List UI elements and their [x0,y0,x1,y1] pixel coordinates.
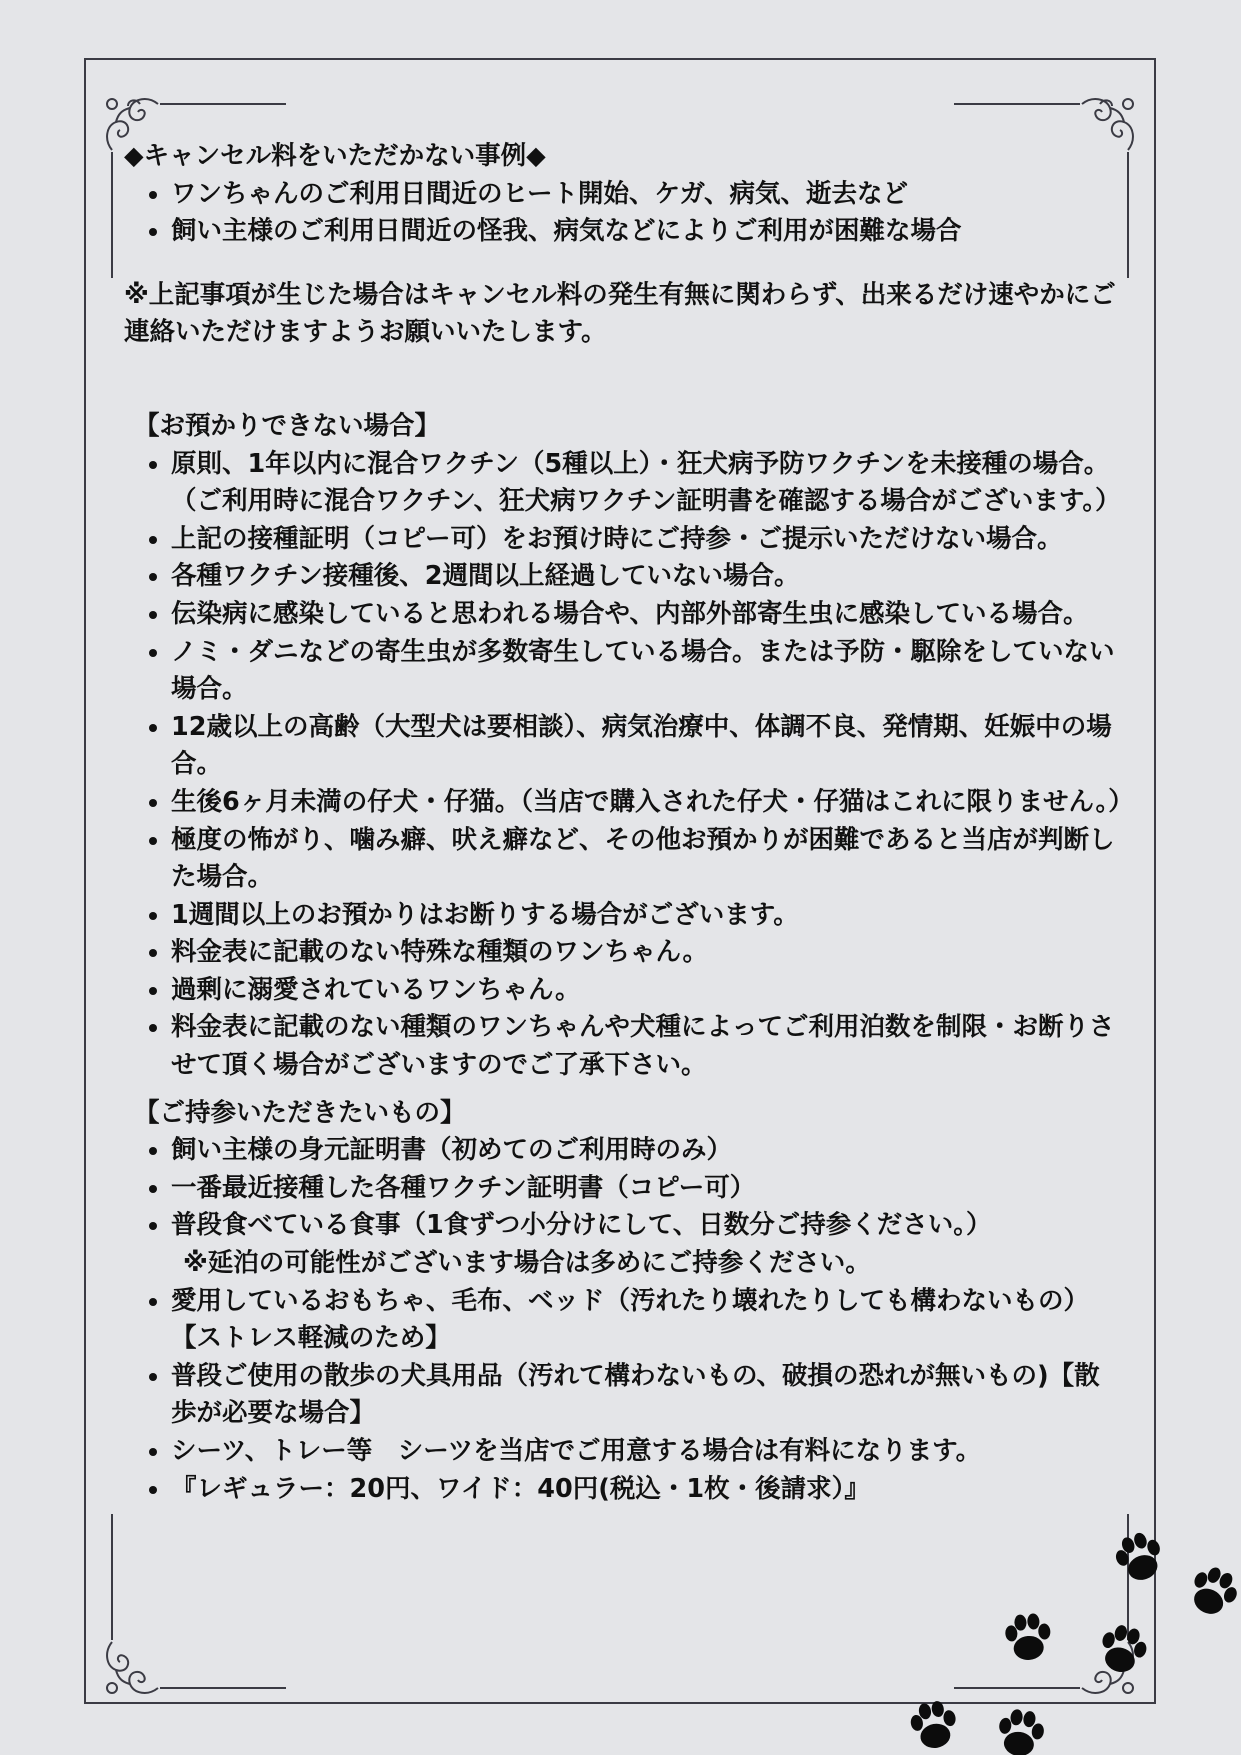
refusal-title: 【お預かりできない場合】 [134,410,441,441]
paw-icon [908,1698,960,1751]
list-item-note: ※延泊の可能性がございます場合は多めにご持参ください。 [183,1248,871,1279]
bring-title: 【ご持参いただきたいもの】 [134,1097,466,1128]
refusal-list [124,446,1134,1085]
notice-text: ※上記事項が生じた場合はキャンセル料の発生有無に関わらず、出来るだけ速やかにご連絡いただけますようお願いいたします。 [124,279,1116,348]
list-item: • 愛用しているおもちゃ、毛布、ベッド（汚れたり壊れたりしても構わないもの）【ストレス軽減のため】 [171,1283,1122,1358]
list-item: • 上記の接種証明（コピー可）をお預け時にご持参・ご提示いただけない場合。 [171,521,1122,559]
list-item: • ワンちゃんのご利用日間近のヒート開始、ケガ、病気、逝去など [171,176,1122,214]
list-item: • シーツ、トレー等 シーツを当店でご用意する場合は有料になります。 [171,1433,1122,1471]
list-item: • 過剰に溺愛されているワンちゃん。 [171,972,1122,1010]
list-item [171,1207,1122,1282]
list-item: • 伝染病に感染していると思われる場合や、内部外部寄生虫に感染している場合。 [171,596,1122,634]
list-item: • 飼い主様の身元証明書（初めてのご利用時のみ） [171,1132,1122,1170]
list-item: • 料金表に記載のない種類のワンちゃんや犬種によってご利用泊数を制限・お断りさせて頂く場合がございますのでご了承下さい。 [171,1009,1122,1084]
list-item: • 極度の怖がり、噛み癖、吠え癖など、その他お預かりが困難であると当店が判断した場合。 [171,822,1122,897]
document-body [124,138,1134,1508]
list-item-text: 普段食べている食事（1食ずつ小分けにして、日数分ご持参ください。） [171,1210,992,1241]
list-item: • 飼い主様のご利用日間近の怪我、病気などによりご利用が困難な場合 [171,213,1122,251]
paw-icon [995,1707,1046,1755]
bring-list [124,1132,1122,1508]
corner-ornament-bottom-right [950,1510,1140,1700]
list-item: • 1週間以上のお預かりはお断りする場合がございます。 [171,897,1122,935]
list-item: • 料金表に記載のない特殊な種類のワンちゃん。 [171,934,1122,972]
list-item: • 12歳以上の高齢（大型犬は要相談）、病気治療中、体調不良、発情期、妊娠中の場合。 [171,709,1122,784]
cancel-free-title: ◆キャンセル料をいただかない事例◆ [124,141,546,171]
corner-ornament-bottom-left [100,1510,290,1700]
list-item: • 普段ご使用の散歩の犬具用品（汚れて構わないもの、破損の恐れが無いもの)【散歩が必要な場合】 [171,1358,1122,1433]
cancel-free-list [124,176,1122,251]
paw-icon [1184,1561,1241,1622]
list-item: • 各種ワクチン接種後、2週間以上経過していない場合。 [171,558,1122,596]
list-item: • 一番最近接種した各種ワクチン証明書（コピー可） [171,1170,1122,1208]
list-item: • ノミ・ダニなどの寄生虫が多数寄生している場合。または予防・駆除をしていない場合。 [171,634,1122,709]
list-item: • 生後6ヶ月未満の仔犬・仔猫。（当店で購入された仔犬・仔猫はこれに限りません。） [171,784,1122,822]
list-item: • 原則、1年以内に混合ワクチン（5種以上）・狂犬病予防ワクチンを未接種の場合。（ご利用時に混合ワクチン、狂犬病ワクチン証明書を確認する場合がございます。） [171,446,1122,521]
list-item: • 『レギュラー：20円、ワイド：40円(税込・1枚・後請求）』 [171,1471,1122,1509]
